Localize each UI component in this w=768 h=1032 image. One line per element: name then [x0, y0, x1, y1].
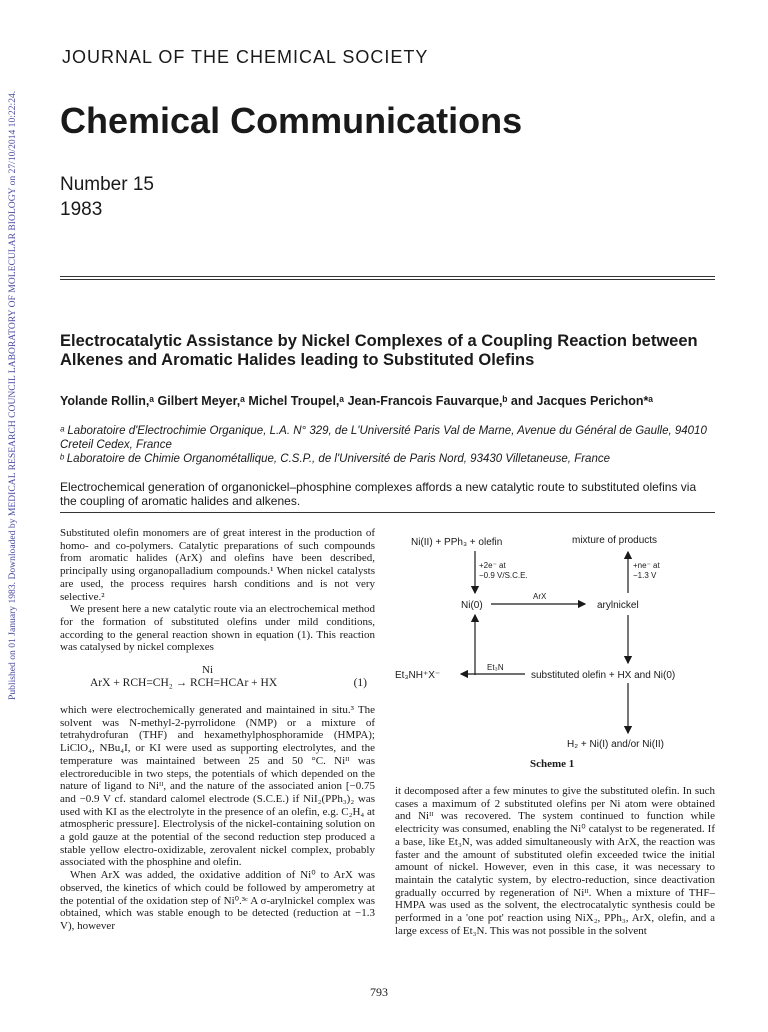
- equation-1: [60, 664, 375, 696]
- journal-name: JOURNAL OF THE CHEMICAL SOCIETY: [62, 47, 429, 67]
- page-number: 793: [370, 985, 388, 999]
- masthead-title: Chemical Communications: [60, 100, 523, 141]
- article-title: Electrocatalytic Assistance by Nickel Complexes of a Coupling Reaction between Alkenes and Aromatic Halides leading to Substituted Olefins: [60, 332, 698, 369]
- scheme-reactants: Ni(II) + PPh₃ + olefin: [411, 537, 503, 548]
- affiliations: [60, 424, 710, 466]
- right-column: [395, 785, 715, 937]
- paragraph-2: We present here a new catalytic route via an electrochemical method for the formation of substituted olefins under mild conditions, according to the general reaction shown in equation (1). This reaction was catalysed by nickel complexes: [60, 603, 375, 654]
- scheme-salt: Et₃NH⁺X⁻: [395, 670, 441, 681]
- reduction-label-2: −0.9 V/S.C.E.: [479, 571, 528, 580]
- equation-catalyst: Ni: [202, 664, 213, 677]
- scheme-ni0: Ni(0): [461, 600, 483, 611]
- et3n-label: Et₃N: [487, 663, 504, 672]
- ne-label-2: −1.3 V: [633, 571, 657, 580]
- arx-label: ArX: [533, 592, 547, 601]
- article-authors: Yolande Rollin,ᵃ Gilbert Meyer,ᵃ Michel Troupel,ᵃ Jean-Francois Fauvarque,ᵇ and Jacques Perichon*ᵃ: [60, 394, 654, 408]
- scheme-final: H₂ + Ni(I) and/or Ni(II): [567, 739, 664, 750]
- issue-info: [60, 172, 154, 222]
- left-column: [60, 527, 375, 933]
- scheme-caption: Scheme 1: [530, 758, 575, 770]
- issue-year: 1983: [60, 199, 103, 220]
- scheme-1: [395, 525, 715, 770]
- scheme-diagram: [395, 525, 715, 760]
- paragraph-4: When ArX was added, the oxidative addition of Ni⁰ to ArX was observed, the kinetics of which could be followed by amperometry at the potential of the oxidation step of Ni⁰.³ᶜ A σ-arylnickel complex was obtained, which was stable enough to be detected (reduction at −1.3 V), however: [60, 869, 375, 932]
- article-abstract: Electrochemical generation of organonickel–phosphine complexes affords a new catalytic route to substituted olefins via the coupling of aromatic halides and alkenes.: [60, 480, 697, 508]
- paragraph-1: Substituted olefin monomers are of great interest in the production of homo- and co-polymers. Catalytic preparations of such compounds from aromatic halides (ArX) and olefins have been described, principally using organopalladium compounds.¹ When nickel catalysts are used, the process requires harsh conditions and is not very selective.²: [60, 527, 375, 603]
- equation-number: (1): [353, 677, 367, 690]
- scheme-arylnickel: arylnickel: [597, 600, 639, 611]
- scheme-product-line: substituted olefin + HX and Ni(0): [531, 670, 676, 681]
- abstract-rule: [60, 512, 715, 513]
- affiliation-a: ᵃ Laboratoire d'Electrochimie Organique, L.A. N° 329, de L'Université Paris Val de Marne, Avenue du Général de Gaulle, 94010 Creteil Cedex, France: [60, 425, 707, 451]
- download-notice: Published on 01 January 1983. Downloaded by MEDICAL RESEARCH COUNCIL LABORATORY OF MOLECULAR BIOLOGY on 27/10/2014 10:22:24.: [7, 90, 18, 700]
- paragraph-5: it decomposed after a few minutes to give the substituted olefin. In such cases a maximum of 2 substituted olefins per Ni atom were obtained and Niᴵᴵ was recovered. The system continued to function while electricity was consumed, enabling the Ni⁰ catalyst to be regenerated. If a base, like Et₃N, was added simultaneously with ArX, the reaction was faster and the amount of substituted olefin exceeded twice the initial amount of nickel. However, even in this case, it was necessary to maintain the catalytic system, by electro-reduction, since deactivation gradually occurred by regeneration of Niᴵᴵ. When a mixture of THF–HMPA was used as the solvent, the electrocatalytic synthesis could be performed in a 'one pot' reaction using NiX₂, PPh₃, ArX, olefin, and a large excess of Et₃N. This was not possible in the solvent: [395, 785, 715, 937]
- paragraph-3: which were electrochemically generated and maintained in situ.³ The solvent was N-methyl-2-pyrrolidone (NMP) or a mixture of tetrahydrofuran (THF) and hexamethylphosphoramide (HMPA); LiClO₄, NBu₄I, or KI were used as supporting electrolytes, and the temperature was maintained between 25 and 50 °C. Niᴵᴵ was electroreducible in two steps, the potentials of which depended on the nature of ligand to Niᴵᴵ, and the nature of the associated anion [−0.75 and −0.9 V cf. standard calomel electrode (S.C.E.) if NiI₂(PPh₃)₂ was used with KI as the electrolyte in the presence of an olefin, e.g. C₂H₄ at atmospheric pressure]. Electrolysis of the nickel-containing solution on a gold gauze at the potential of the second reduction step produced a stable yellow electro-oxidizable, zerovalent nickel complex, probably associated with the phosphine and olefin.: [60, 704, 375, 869]
- header-rule-secondary: [60, 279, 715, 280]
- scheme-products: mixture of products: [572, 535, 658, 546]
- affiliation-b: ᵇ Laboratoire de Chimie Organométallique, C.S.P., de l'Université de Paris Nord, 93430 Villetaneuse, France: [60, 453, 610, 465]
- header-rule: [60, 276, 715, 277]
- ne-label-1: +ne⁻ at: [633, 561, 660, 570]
- reduction-label-1: +2e⁻ at: [479, 561, 506, 570]
- issue-number: Number 15: [60, 174, 154, 195]
- equation-body: ArX + RCH=CH₂ → RCH=HCAr + HX: [90, 677, 278, 690]
